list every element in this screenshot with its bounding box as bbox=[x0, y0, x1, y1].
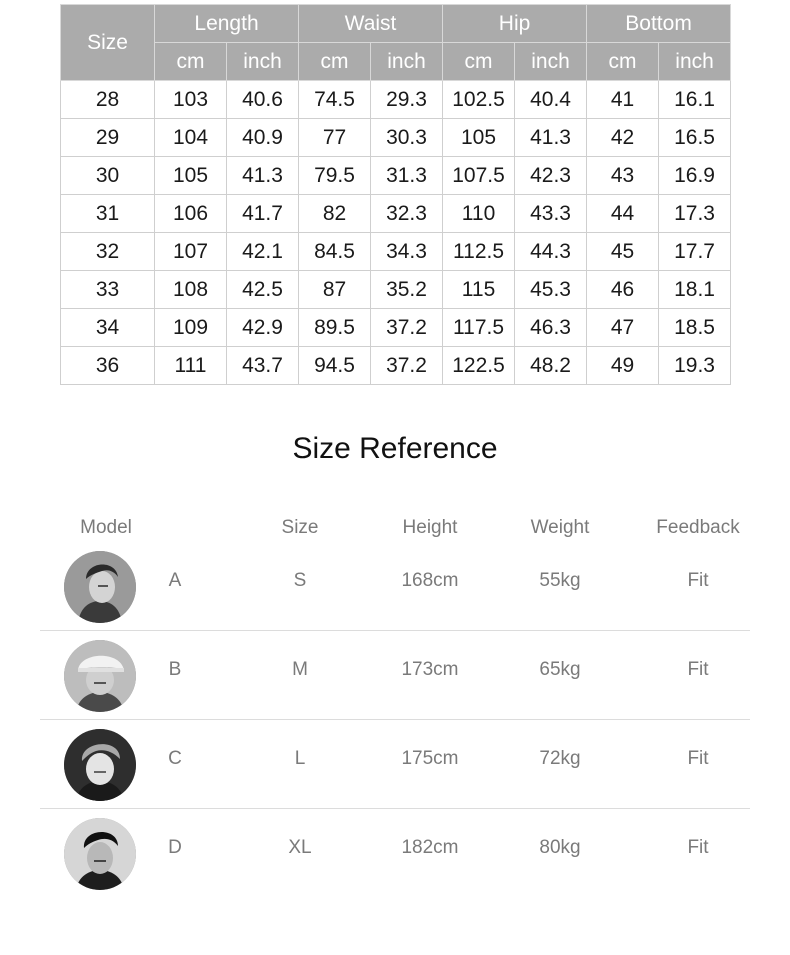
measurement-cell: 37.2 bbox=[371, 347, 443, 385]
measurement-cell: 82 bbox=[299, 195, 371, 233]
measurement-cell: 46 bbox=[587, 271, 659, 309]
row-divider bbox=[40, 719, 750, 720]
size-cell: 33 bbox=[61, 271, 155, 309]
measurement-cell: 115 bbox=[443, 271, 515, 309]
measurement-cell: 29.3 bbox=[371, 81, 443, 119]
hip-group-header: Hip bbox=[443, 5, 587, 43]
measurement-cell: 79.5 bbox=[299, 157, 371, 195]
model-d-portrait-icon bbox=[64, 818, 136, 890]
size-cell: 30 bbox=[61, 157, 155, 195]
unit-header: cm bbox=[155, 43, 227, 81]
model-row bbox=[0, 721, 790, 809]
unit-header: inch bbox=[515, 43, 587, 81]
size-chart-row bbox=[61, 347, 731, 385]
measurement-cell: 17.7 bbox=[659, 233, 731, 271]
bottom-group-header: Bottom bbox=[587, 5, 731, 43]
measurement-cell: 31.3 bbox=[371, 157, 443, 195]
measurement-cell: 42.9 bbox=[227, 309, 299, 347]
size-chart-row bbox=[61, 195, 731, 233]
measurement-cell: 89.5 bbox=[299, 309, 371, 347]
measurement-cell: 84.5 bbox=[299, 233, 371, 271]
measurement-cell: 18.5 bbox=[659, 309, 731, 347]
model-feedback: Fit bbox=[687, 570, 709, 591]
measurement-cell: 32.3 bbox=[371, 195, 443, 233]
size-cell: 28 bbox=[61, 81, 155, 119]
measurement-cell: 44 bbox=[587, 195, 659, 233]
size-cell: 36 bbox=[61, 347, 155, 385]
size-cell: 29 bbox=[61, 119, 155, 157]
model-weight: 65kg bbox=[539, 659, 581, 680]
model-a-portrait-icon bbox=[64, 551, 136, 623]
model-size: L bbox=[294, 748, 306, 769]
model-feedback: Fit bbox=[687, 748, 709, 769]
size-chart-table bbox=[60, 4, 731, 385]
measurement-cell: 37.2 bbox=[371, 309, 443, 347]
size-chart-group-header-row bbox=[61, 5, 731, 43]
model-height: 175cm bbox=[401, 748, 459, 769]
measurement-cell: 41.3 bbox=[515, 119, 587, 157]
row-divider bbox=[40, 630, 750, 631]
size-chart bbox=[60, 4, 730, 385]
unit-header: inch bbox=[659, 43, 731, 81]
measurement-cell: 48.2 bbox=[515, 347, 587, 385]
model-weight: 55kg bbox=[539, 570, 581, 591]
measurement-cell: 42 bbox=[587, 119, 659, 157]
measurement-cell: 108 bbox=[155, 271, 227, 309]
measurement-cell: 107 bbox=[155, 233, 227, 271]
model-row bbox=[0, 543, 790, 631]
unit-header: cm bbox=[443, 43, 515, 81]
size-chart-row bbox=[61, 81, 731, 119]
size-column-header: Size bbox=[61, 5, 155, 81]
model-feedback: Fit bbox=[687, 659, 709, 680]
model-letter: B bbox=[168, 659, 182, 680]
model-height: 182cm bbox=[401, 837, 459, 858]
measurement-cell: 41.3 bbox=[227, 157, 299, 195]
measurement-cell: 41.7 bbox=[227, 195, 299, 233]
measurement-cell: 109 bbox=[155, 309, 227, 347]
measurement-cell: 16.9 bbox=[659, 157, 731, 195]
measurement-cell: 111 bbox=[155, 347, 227, 385]
measurement-cell: 16.5 bbox=[659, 119, 731, 157]
measurement-cell: 46.3 bbox=[515, 309, 587, 347]
measurement-cell: 107.5 bbox=[443, 157, 515, 195]
measurement-cell: 40.4 bbox=[515, 81, 587, 119]
measurement-cell: 106 bbox=[155, 195, 227, 233]
measurement-cell: 35.2 bbox=[371, 271, 443, 309]
measurement-cell: 87 bbox=[299, 271, 371, 309]
model-row bbox=[0, 632, 790, 720]
measurement-cell: 102.5 bbox=[443, 81, 515, 119]
size-chart-body bbox=[61, 81, 731, 385]
model-letter: C bbox=[168, 748, 182, 769]
measurement-cell: 105 bbox=[443, 119, 515, 157]
measurement-cell: 112.5 bbox=[443, 233, 515, 271]
measurement-cell: 43.7 bbox=[227, 347, 299, 385]
measurement-cell: 42.1 bbox=[227, 233, 299, 271]
measurement-cell: 30.3 bbox=[371, 119, 443, 157]
height-column-header: Height bbox=[402, 517, 458, 538]
model-feedback: Fit bbox=[687, 837, 709, 858]
measurement-cell: 94.5 bbox=[299, 347, 371, 385]
size-cell: 31 bbox=[61, 195, 155, 233]
measurement-cell: 117.5 bbox=[443, 309, 515, 347]
measurement-cell: 122.5 bbox=[443, 347, 515, 385]
measurement-cell: 105 bbox=[155, 157, 227, 195]
measurement-cell: 77 bbox=[299, 119, 371, 157]
unit-header: cm bbox=[299, 43, 371, 81]
model-weight: 72kg bbox=[539, 748, 581, 769]
model-row bbox=[0, 810, 790, 898]
size-chart-row bbox=[61, 271, 731, 309]
size-chart-unit-header-row bbox=[61, 43, 731, 81]
measurement-cell: 34.3 bbox=[371, 233, 443, 271]
waist-group-header: Waist bbox=[299, 5, 443, 43]
feedback-column-header: Feedback bbox=[656, 517, 740, 538]
unit-header: inch bbox=[227, 43, 299, 81]
model-size: M bbox=[292, 659, 308, 680]
measurement-cell: 49 bbox=[587, 347, 659, 385]
measurement-cell: 40.6 bbox=[227, 81, 299, 119]
size-column-header: Size bbox=[281, 517, 319, 538]
length-group-header: Length bbox=[155, 5, 299, 43]
measurement-cell: 45 bbox=[587, 233, 659, 271]
row-divider bbox=[40, 808, 750, 809]
measurement-cell: 17.3 bbox=[659, 195, 731, 233]
measurement-cell: 42.3 bbox=[515, 157, 587, 195]
model-height: 168cm bbox=[401, 570, 459, 591]
measurement-cell: 19.3 bbox=[659, 347, 731, 385]
model-letter: A bbox=[168, 570, 182, 591]
size-cell: 34 bbox=[61, 309, 155, 347]
measurement-cell: 43.3 bbox=[515, 195, 587, 233]
measurement-cell: 104 bbox=[155, 119, 227, 157]
model-height: 173cm bbox=[401, 659, 459, 680]
size-chart-row bbox=[61, 119, 731, 157]
measurement-cell: 42.5 bbox=[227, 271, 299, 309]
model-b-portrait-icon bbox=[64, 640, 136, 712]
unit-header: cm bbox=[587, 43, 659, 81]
unit-header: inch bbox=[371, 43, 443, 81]
size-chart-row bbox=[61, 309, 731, 347]
measurement-cell: 18.1 bbox=[659, 271, 731, 309]
size-chart-row bbox=[61, 157, 731, 195]
size-reference-title: Size Reference bbox=[292, 432, 498, 465]
model-weight: 80kg bbox=[539, 837, 581, 858]
measurement-cell: 40.9 bbox=[227, 119, 299, 157]
measurement-cell: 74.5 bbox=[299, 81, 371, 119]
model-size: XL bbox=[288, 837, 312, 858]
measurement-cell: 47 bbox=[587, 309, 659, 347]
model-column-header: Model bbox=[80, 517, 132, 538]
measurement-cell: 110 bbox=[443, 195, 515, 233]
measurement-cell: 44.3 bbox=[515, 233, 587, 271]
measurement-cell: 43 bbox=[587, 157, 659, 195]
measurement-cell: 45.3 bbox=[515, 271, 587, 309]
weight-column-header: Weight bbox=[530, 517, 590, 538]
measurement-cell: 16.1 bbox=[659, 81, 731, 119]
measurement-cell: 41 bbox=[587, 81, 659, 119]
model-c-portrait-icon bbox=[64, 729, 136, 801]
model-size: S bbox=[293, 570, 307, 591]
size-chart-row bbox=[61, 233, 731, 271]
size-reference-header-row bbox=[0, 517, 790, 541]
size-cell: 32 bbox=[61, 233, 155, 271]
measurement-cell: 103 bbox=[155, 81, 227, 119]
model-letter: D bbox=[168, 837, 182, 858]
